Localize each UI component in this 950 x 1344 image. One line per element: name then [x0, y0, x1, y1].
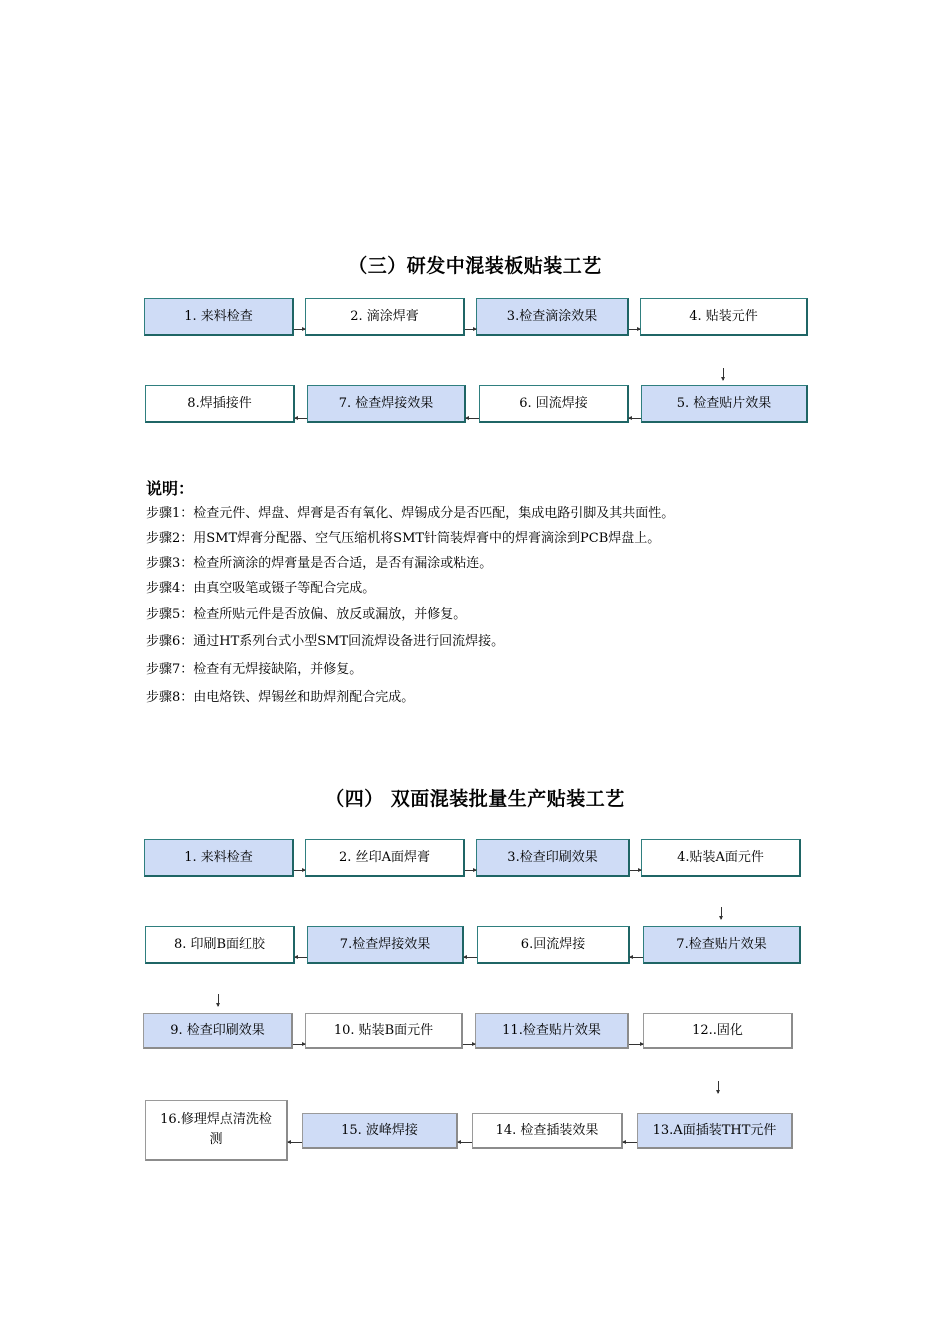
note-step-3: 步骤3：检查所滴涂的焊膏量是否合适，是否有漏涂或粘连。: [146, 556, 493, 571]
note-step-8: 步骤8：由电烙铁、焊锡丝和助焊剂配合完成。: [146, 690, 415, 705]
notes-heading: 说明：: [146, 479, 195, 498]
s4-step-11: 11.检查贴片效果: [475, 1013, 629, 1049]
s3-arrow-4-5: [723, 368, 724, 380]
s4-step-12: 12..固化: [643, 1013, 793, 1049]
s4-arrow-6-7: [464, 957, 477, 958]
s4-arrow-5-6: [630, 957, 643, 958]
s4-arrow-3-4: [630, 870, 641, 871]
s4-arrow-8-9: [218, 994, 219, 1006]
s3-arrow-5-6: [629, 418, 641, 419]
s4-arrow-12-13: [718, 1081, 719, 1093]
note-step-6: 步骤6：通过HT系列台式小型SMT回流焊设备进行回流焊接。: [146, 634, 505, 649]
s3-step-4: 4. 贴装元件: [640, 298, 808, 336]
s4-step-7-weld: 7.检查焊接效果: [307, 926, 464, 964]
section4-title: （四） 双面混装批量生产贴装工艺: [325, 788, 625, 810]
s4-step-4: 4.贴装A面元件: [641, 839, 801, 877]
s4-arrow-13-14: [623, 1142, 637, 1143]
s4-step-5: 7.检查贴片效果: [643, 926, 801, 964]
s3-step-1: 1. 来料检查: [144, 298, 294, 336]
note-step-7: 步骤7：检查有无焊接缺陷，并修复。: [146, 662, 363, 677]
s3-step-3: 3.检查滴涂效果: [476, 298, 629, 336]
s3-step-2: 2. 滴涂焊膏: [305, 298, 465, 336]
s3-step-8: 8.焊插接件: [145, 385, 295, 423]
s4-step-16: 16.修理焊点清洗检测: [145, 1100, 288, 1161]
s4-step-3: 3.检查印刷效果: [476, 839, 630, 877]
s4-arrow-15-16: [288, 1142, 302, 1143]
s4-step-2: 2. 丝印A面焊膏: [305, 839, 465, 877]
s3-step-6: 6. 回流焊接: [479, 385, 629, 423]
s3-arrow-6-7: [466, 418, 479, 419]
s3-arrow-7-8: [295, 418, 307, 419]
note-step-5: 步骤5：检查所贴元件是否放偏、放反或漏放，并修复。: [146, 607, 467, 622]
s4-arrow-11-12: [629, 1044, 643, 1045]
s4-arrow-4-5: [721, 907, 722, 919]
s3-arrow-1-2: [294, 329, 305, 330]
s4-step-15: 15. 波峰焊接: [302, 1113, 458, 1149]
s4-arrow-7-8: [295, 957, 307, 958]
s3-arrow-2-3: [465, 329, 476, 330]
s4-step-9: 9. 检查印刷效果: [143, 1013, 293, 1049]
s4-step-10: 10. 贴装B面元件: [305, 1013, 463, 1049]
s4-arrow-14-15: [458, 1142, 472, 1143]
section3-title: （三）研发中混装板贴装工艺: [348, 255, 602, 277]
s4-arrow-9-10: [293, 1044, 305, 1045]
s4-step-13: 13.A面插装THT元件: [637, 1113, 793, 1149]
note-step-4: 步骤4：由真空吸笔或镊子等配合完成。: [146, 581, 376, 596]
s4-arrow-10-11: [463, 1044, 475, 1045]
s4-arrow-1-2: [294, 870, 305, 871]
note-step-1: 步骤1：检查元件、焊盘、焊膏是否有氧化、焊锡成分是否匹配，集成电路引脚及其共面性。: [146, 506, 675, 521]
s3-step-7: 7. 检查焊接效果: [307, 385, 466, 423]
s4-arrow-2-3: [465, 870, 476, 871]
s3-step-5: 5. 检查贴片效果: [641, 385, 808, 423]
s4-step-14: 14. 检查插装效果: [472, 1113, 623, 1149]
s3-arrow-3-4: [629, 329, 640, 330]
note-step-2: 步骤2：用SMT焊膏分配器、空气压缩机将SMT针筒装焊膏中的焊膏滴涂到PCB焊盘上。: [146, 531, 661, 546]
s4-step-8: 8. 印刷B面红胶: [145, 926, 295, 964]
s4-step-6: 6.回流焊接: [477, 926, 630, 964]
s4-step-1: 1. 来料检查: [144, 839, 294, 877]
